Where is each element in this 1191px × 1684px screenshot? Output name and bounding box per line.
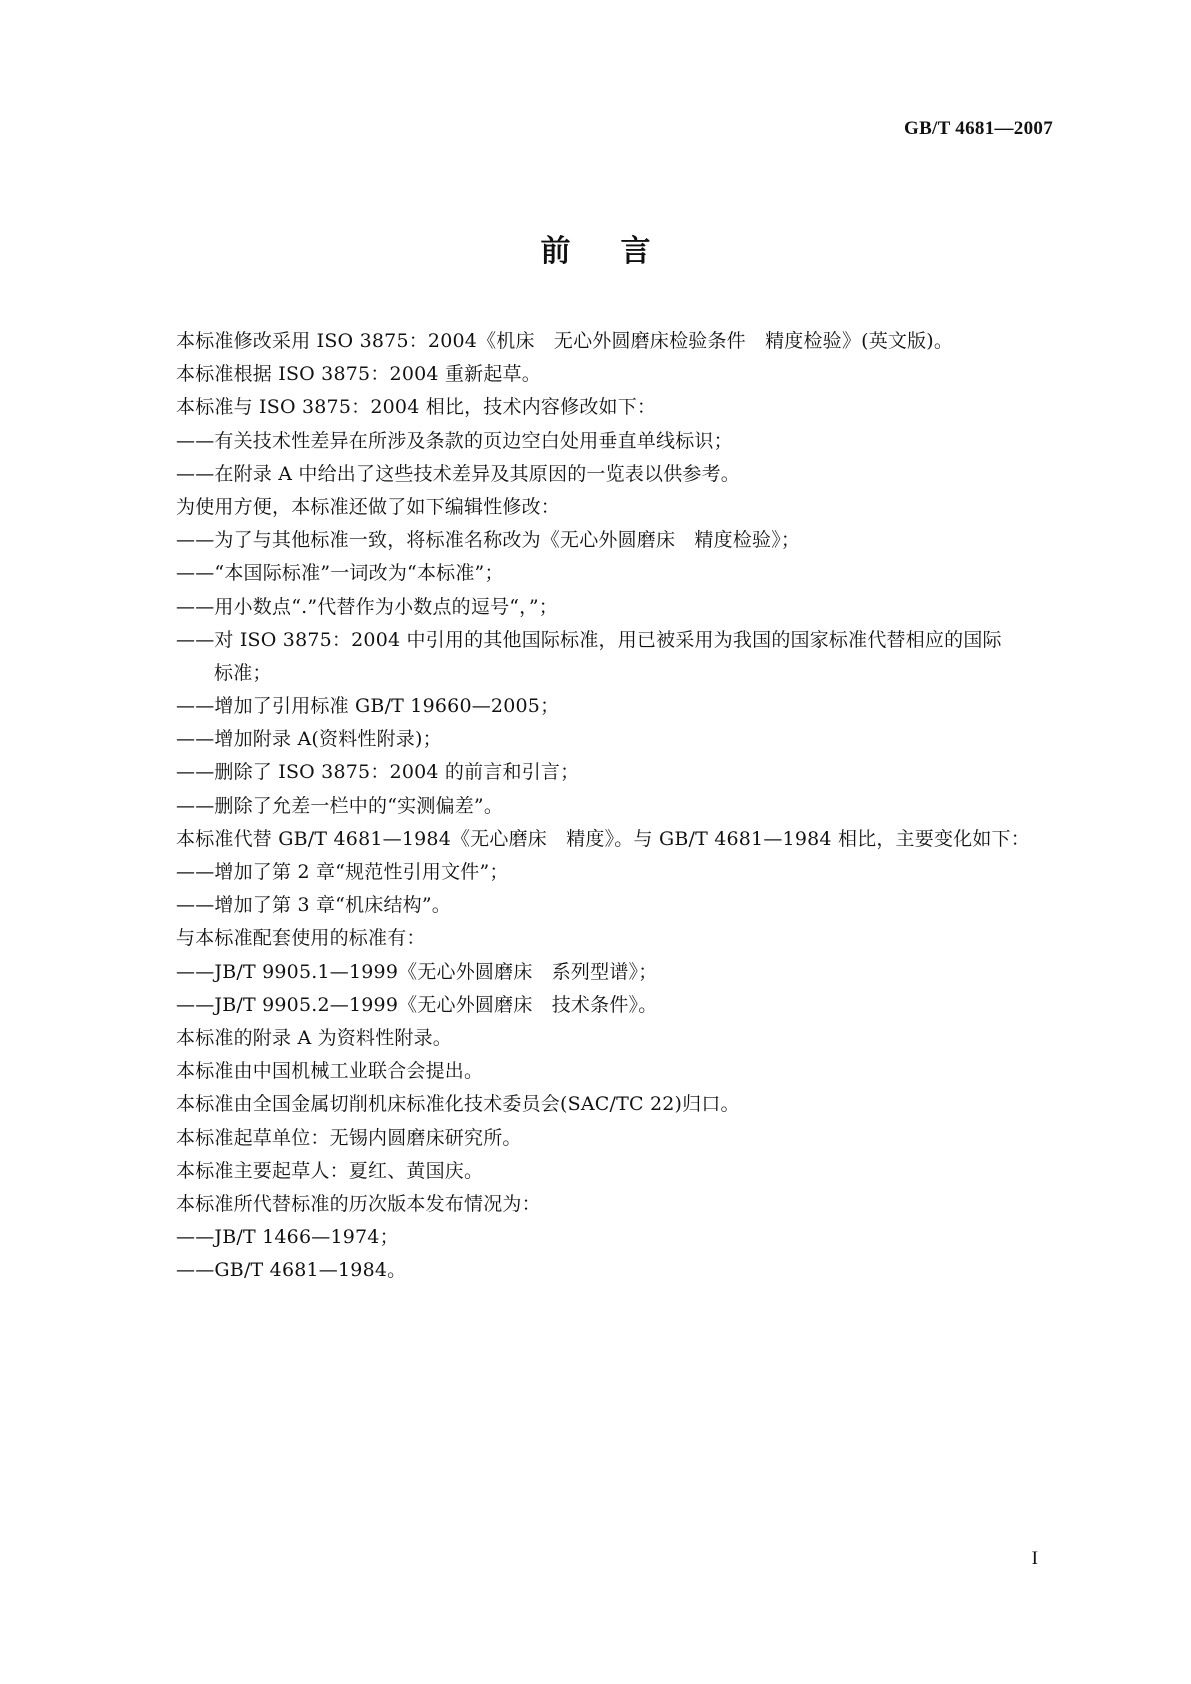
paragraph-line: 本标准由中国机械工业联合会提出。 [176,1060,484,1083]
paragraph-line: 为使用方便，本标准还做了如下编辑性修改： [176,495,561,518]
list-item: ——删除了 ISO 3875：2004 的前言和引言； [176,761,580,784]
standard-code: GB/T 4681—2007 [903,118,1053,139]
paragraph-line: 本标准由全国金属切削机床标准化技术委员会(SAC/TC 22)归口。 [176,1093,740,1116]
page-title: 前言 [540,234,701,269]
paragraph-line: 本标准根据 ISO 3875：2004 重新起草。 [176,363,541,386]
list-item: ——在附录 A 中给出了这些技术差异及其原因的一览表以供参考。 [176,462,741,485]
page-number: I [1031,1548,1038,1569]
list-item: ——JB/T 9905.1—1999《无心外圆磨床 系列型谱》； [176,960,658,983]
list-item: ——为了与其他标准一致，将标准名称改为《无心外圆磨床 精度检验》； [176,529,801,552]
paragraph-line: 本标准起草单位：无锡内圆磨床研究所。 [176,1126,522,1149]
paragraph-line: 本标准所代替标准的历次版本发布情况为： [176,1192,541,1215]
paragraph-line: 本标准的附录 A 为资料性附录。 [176,1026,453,1049]
list-item: ——用小数点“.”代替作为小数点的逗号“，”； [176,595,558,618]
list-item: ——JB/T 9905.2—1999《无心外圆磨床 技术条件》。 [176,993,658,1016]
list-item-continuation: 标准； [214,661,272,684]
list-item: ——JB/T 1466—1974； [176,1226,399,1249]
list-item: ——增加了引用标准 GB/T 19660—2005； [176,695,560,718]
list-item: ——增加附录 A(资料性附录)； [176,728,442,751]
list-item: ——有关技术性差异在所涉及条款的页边空白处用垂直单线标识； [176,429,733,452]
paragraph-line: 与本标准配套使用的标准有： [176,927,426,950]
list-item: ——增加了第 3 章“机床结构”。 [176,894,451,917]
paragraph-line: 本标准修改采用 ISO 3875：2004《机床 无心外圆磨床检验条件 精度检验》(英文版)。 [176,330,954,352]
list-item: ——对 ISO 3875：2004 中引用的其他国际标准，用已被采用为我国的国家标准代替相应的国际 [176,628,1002,651]
list-item: ——删除了允差一栏中的“实测偏差”。 [176,794,504,817]
paragraph-line: 本标准与 ISO 3875：2004 相比，技术内容修改如下： [176,396,657,419]
paragraph-line: 本标准代替 GB/T 4681—1984《无心磨床 精度》。与 GB/T 4681—1984 相比，主要变化如下： [176,827,1030,850]
paragraph-line: 本标准主要起草人：夏红、黄国庆。 [176,1159,484,1182]
foreword-body [176,325,1076,1287]
list-item: ——“本国际标准”一词改为“本标准”； [176,562,504,585]
list-item: ——GB/T 4681—1984。 [176,1259,407,1282]
list-item: ——增加了第 2 章“规范性引用文件”； [176,861,509,883]
